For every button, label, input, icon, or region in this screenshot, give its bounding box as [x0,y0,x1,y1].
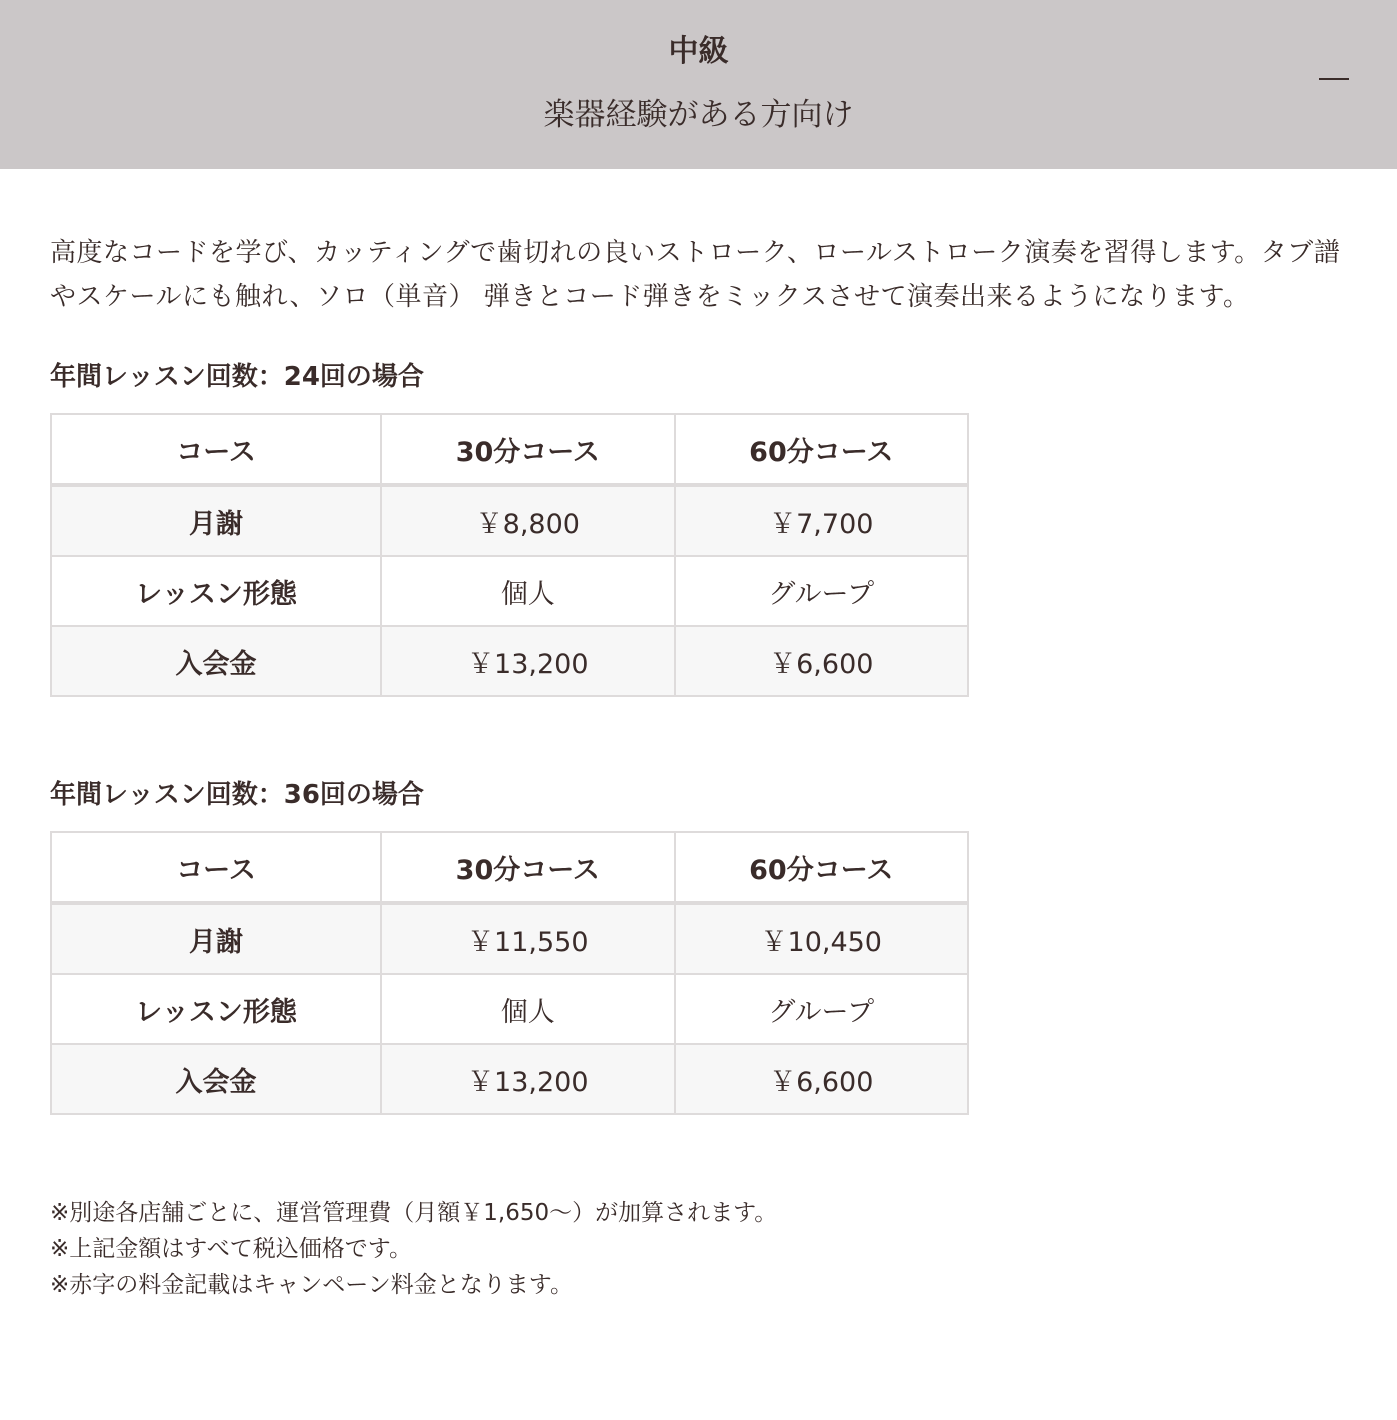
column-header-30min: 30分コース [381,832,674,903]
table-header-row [51,832,968,903]
level-title: 中級 [668,34,729,69]
row-label-enrollment-fee: 入会金 [51,626,381,696]
note-campaign-price: ※赤字の料金記載はキャンペーン料金となります。 [50,1272,573,1298]
table-row-lesson-type [51,974,968,1044]
column-header-course: コース [51,414,381,485]
cell-monthly-fee-60min: ￥7,700 [675,485,968,556]
cell-lesson-type-60min: グループ [675,556,968,626]
accordion-header[interactable] [0,0,1397,169]
table-row-enrollment-fee [51,1044,968,1114]
pricing-notes [50,1195,1347,1303]
table-header-row [51,414,968,485]
level-subtitle: 楽器経験がある方向け [543,97,854,133]
column-header-30min: 30分コース [381,414,674,485]
accordion-content [50,169,1347,1303]
column-header-60min: 60分コース [675,414,968,485]
table-heading-24: 年間レッスン回数：24回の場合 [50,362,424,392]
description-line-2: タブ譜やスケールにも触れ、ソロ（単音） 弾きとコード弾きをミックスさせて演奏出来るようになります。 [50,238,1341,312]
minus-icon[interactable] [1319,78,1349,80]
row-label-monthly-fee: 月謝 [51,903,381,974]
table-heading-36: 年間レッスン回数：36回の場合 [50,780,424,810]
note-management-fee: ※別途各店舗ごとに、運営管理費（月額￥1,650〜）が加算されます。 [50,1200,778,1226]
course-description [50,231,1347,319]
column-header-60min: 60分コース [675,832,968,903]
row-label-lesson-type: レッスン形態 [51,974,381,1044]
price-table-24 [50,413,969,697]
row-label-monthly-fee: 月謝 [51,485,381,556]
cell-lesson-type-60min: グループ [675,974,968,1044]
table-row-lesson-type [51,556,968,626]
cell-monthly-fee-30min: ￥11,550 [381,903,674,974]
cell-enrollment-fee-30min: ￥13,200 [381,1044,674,1114]
cell-enrollment-fee-60min: ￥6,600 [675,1044,968,1114]
description-line-1: 高度なコードを学び、カッティングで歯切れの良いストローク、ロールストローク演奏を習得します。 [50,238,1261,268]
row-label-lesson-type: レッスン形態 [51,556,381,626]
cell-lesson-type-30min: 個人 [381,556,674,626]
cell-lesson-type-30min: 個人 [381,974,674,1044]
column-header-course: コース [51,832,381,903]
note-tax-included: ※上記金額はすべて税込価格です。 [50,1236,412,1262]
table-row-monthly-fee [51,485,968,556]
cell-monthly-fee-30min: ￥8,800 [381,485,674,556]
table-row-monthly-fee [51,903,968,974]
cell-enrollment-fee-30min: ￥13,200 [381,626,674,696]
row-label-enrollment-fee: 入会金 [51,1044,381,1114]
table-row-enrollment-fee [51,626,968,696]
price-table-36 [50,831,969,1115]
cell-monthly-fee-60min: ￥10,450 [675,903,968,974]
cell-enrollment-fee-60min: ￥6,600 [675,626,968,696]
